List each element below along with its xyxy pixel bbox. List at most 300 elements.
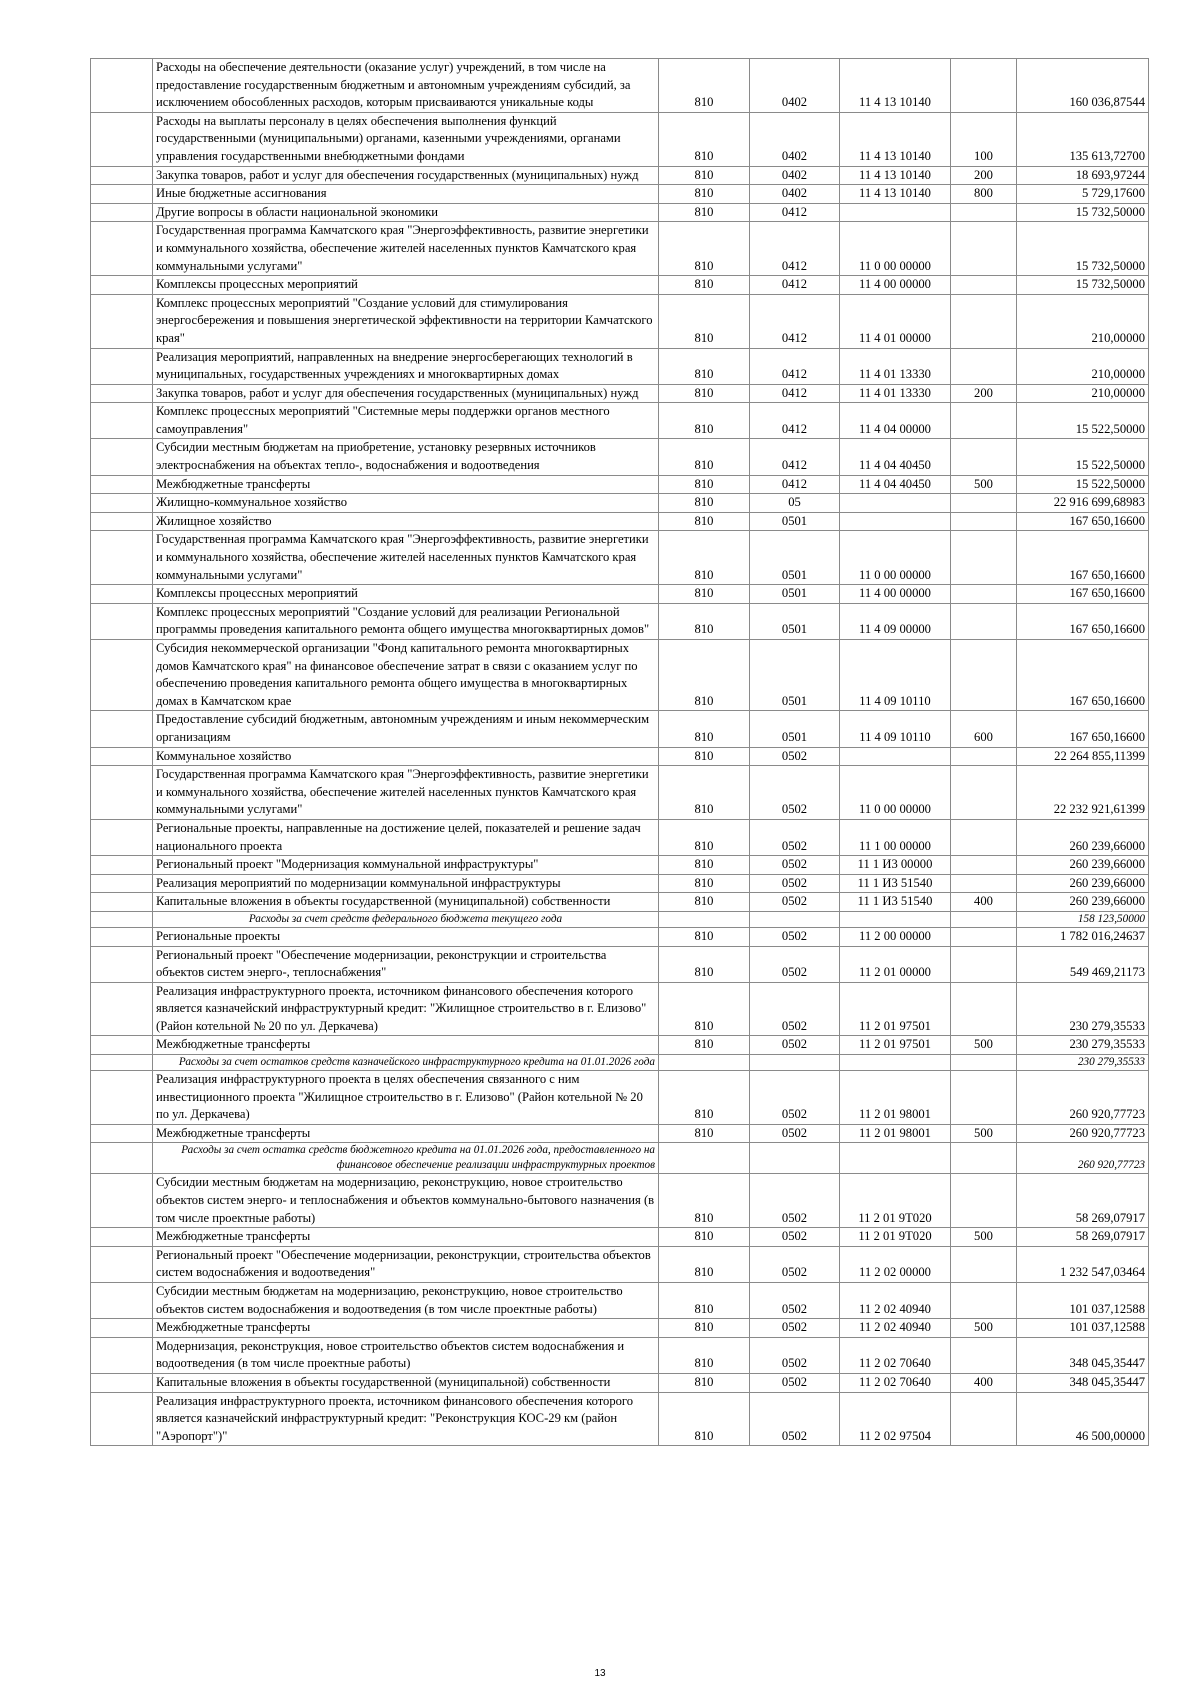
row-name: Модернизация, реконструкция, новое строительство объектов систем водоснабжения и водоотведения (в том числе проектные работы) (153, 1337, 659, 1373)
section-code: 0412 (750, 403, 840, 439)
ministry-code (659, 1143, 750, 1174)
ministry-code: 810 (659, 439, 750, 475)
table-row (91, 475, 1149, 494)
table-row (91, 766, 1149, 820)
row-name: Закупка товаров, работ и услуг для обеспечения государственных (муниципальных) нужд (153, 166, 659, 185)
row-name: Региональный проект "Обеспечение модернизации, реконструкции, строительства объектов систем водоснабжения и водоотведения" (153, 1246, 659, 1282)
ministry-code: 810 (659, 512, 750, 531)
section-code: 0502 (750, 1319, 840, 1338)
section-code: 0502 (750, 982, 840, 1036)
section-code: 0502 (750, 1373, 840, 1392)
table-row (91, 982, 1149, 1036)
expense-kind-code (951, 531, 1017, 585)
table-row (91, 874, 1149, 893)
amount: 58 269,07917 (1017, 1228, 1149, 1247)
row-margin-cell (91, 946, 153, 982)
section-code: 0502 (750, 1124, 840, 1143)
target-article-code: 11 0 00 00000 (840, 531, 951, 585)
amount: 15 522,50000 (1017, 475, 1149, 494)
target-article-code: 11 4 13 10140 (840, 112, 951, 166)
expense-kind-code (951, 1071, 1017, 1125)
table-row (91, 747, 1149, 766)
row-margin-cell (91, 1392, 153, 1446)
row-margin-cell (91, 1124, 153, 1143)
expense-kind-code: 200 (951, 166, 1017, 185)
amount: 58 269,07917 (1017, 1174, 1149, 1228)
row-margin-cell (91, 403, 153, 439)
expense-kind-code: 500 (951, 1228, 1017, 1247)
target-article-code: 11 2 01 9Т020 (840, 1174, 951, 1228)
section-code: 0502 (750, 1246, 840, 1282)
row-name: Расходы на выплаты персоналу в целях обеспечения выполнения функций государственными (муниципальными) органами, казенными учреждениями, органами управления государственными внебюджетными фондами (153, 112, 659, 166)
ministry-code: 810 (659, 1036, 750, 1055)
row-name: Комплексы процессных мероприятий (153, 276, 659, 295)
expense-kind-code: 200 (951, 384, 1017, 403)
page-number: 13 (594, 1668, 606, 1679)
table-row (91, 1174, 1149, 1228)
ministry-code: 810 (659, 856, 750, 875)
table-row (91, 1246, 1149, 1282)
note-row (91, 911, 1149, 927)
section-code: 0501 (750, 603, 840, 639)
target-article-code: 11 4 04 40450 (840, 439, 951, 475)
table-row (91, 1337, 1149, 1373)
amount: 18 693,97244 (1017, 166, 1149, 185)
expense-kind-code: 500 (951, 1036, 1017, 1055)
ministry-code: 810 (659, 276, 750, 295)
row-name: Субсидии местным бюджетам на модернизацию, реконструкцию, новое строительство объектов систем водоснабжения и водоотведения (в том числе проектные работы) (153, 1283, 659, 1319)
row-name: Расходы за счет остатков средств казначейского инфраструктурного кредита на 01.01.2026 года (153, 1055, 659, 1071)
amount: 348 045,35447 (1017, 1337, 1149, 1373)
table-row (91, 222, 1149, 276)
table-row (91, 512, 1149, 531)
expense-kind-code (951, 1392, 1017, 1446)
row-name: Другие вопросы в области национальной экономики (153, 203, 659, 222)
target-article-code: 11 2 02 00000 (840, 1246, 951, 1282)
target-article-code: 11 2 01 97501 (840, 982, 951, 1036)
expense-kind-code (951, 203, 1017, 222)
ministry-code: 810 (659, 1174, 750, 1228)
row-name: Расходы на обеспечение деятельности (оказание услуг) учреждений, в том числе на предоставление государственным бюджетным и автономным учреждениям субсидий, за исключением обособленных расходов, которым присваиваются уникальные коды (153, 59, 659, 113)
target-article-code: 11 4 01 13330 (840, 384, 951, 403)
expense-kind-code (951, 1174, 1017, 1228)
row-name: Расходы за счет средств федерального бюджета текущего года (153, 911, 659, 927)
row-name: Субсидия некоммерческой организации "Фонд капитального ремонта многоквартирных домов Камчатского края" на финансовое обеспечение затрат в связи с оказанием услуг по обеспечению проведения капитального ремонта общего имущества в многоквартирных домах в Камчатском крае (153, 640, 659, 711)
section-code: 0502 (750, 1283, 840, 1319)
row-margin-cell (91, 348, 153, 384)
table-row (91, 531, 1149, 585)
amount: 1 782 016,24637 (1017, 927, 1149, 946)
row-name: Межбюджетные трансферты (153, 1228, 659, 1247)
row-name: Иные бюджетные ассигнования (153, 185, 659, 204)
expense-kind-code (951, 819, 1017, 855)
amount: 210,00000 (1017, 348, 1149, 384)
amount: 158 123,50000 (1017, 911, 1149, 927)
expense-kind-code (951, 747, 1017, 766)
expense-kind-code (951, 640, 1017, 711)
ministry-code: 810 (659, 203, 750, 222)
table-row (91, 1228, 1149, 1247)
row-name: Капитальные вложения в объекты государственной (муниципальной) собственности (153, 893, 659, 912)
target-article-code: 11 4 04 00000 (840, 403, 951, 439)
row-margin-cell (91, 185, 153, 204)
ministry-code: 810 (659, 1228, 750, 1247)
target-article-code: 11 1 И3 51540 (840, 874, 951, 893)
amount: 15 732,50000 (1017, 203, 1149, 222)
amount: 15 522,50000 (1017, 403, 1149, 439)
row-margin-cell (91, 603, 153, 639)
expense-kind-code (951, 294, 1017, 348)
amount: 549 469,21173 (1017, 946, 1149, 982)
table-row (91, 294, 1149, 348)
ministry-code (659, 1055, 750, 1071)
ministry-code (659, 911, 750, 927)
target-article-code (840, 494, 951, 513)
row-margin-cell (91, 856, 153, 875)
amount: 167 650,16600 (1017, 531, 1149, 585)
row-name: Реализация мероприятий, направленных на внедрение энергосберегающих технологий в муниципальных, государственных учреждениях и многоквартирных домах (153, 348, 659, 384)
row-name: Региональные проекты, направленные на достижение целей, показателей и решение задач национального проекта (153, 819, 659, 855)
ministry-code: 810 (659, 59, 750, 113)
row-name: Реализация инфраструктурного проекта в целях обеспечения связанного с ним инвестиционного проекта "Жилищное строительство в г. Елизово" (Район котельной № 20 по ул. Деркачева) (153, 1071, 659, 1125)
row-name: Государственная программа Камчатского края "Энергоэффективность, развитие энергетики и коммунального хозяйства, обеспечение жителей населенных пунктов Камчатского края коммунальными услугами" (153, 766, 659, 820)
table-row (91, 1373, 1149, 1392)
ministry-code: 810 (659, 1246, 750, 1282)
ministry-code: 810 (659, 403, 750, 439)
amount: 210,00000 (1017, 384, 1149, 403)
table-row (91, 819, 1149, 855)
table-row (91, 439, 1149, 475)
ministry-code: 810 (659, 1071, 750, 1125)
row-name: Субсидии местным бюджетам на модернизацию, реконструкцию, новое строительство объектов систем энерго- и теплоснабжения и объектов коммунально-бытового назначения (в том числе проектные работы) (153, 1174, 659, 1228)
amount: 167 650,16600 (1017, 512, 1149, 531)
amount: 167 650,16600 (1017, 640, 1149, 711)
expense-kind-code (951, 585, 1017, 604)
row-name: Капитальные вложения в объекты государственной (муниципальной) собственности (153, 1373, 659, 1392)
table-row (91, 59, 1149, 113)
row-margin-cell (91, 585, 153, 604)
section-code: 0502 (750, 1036, 840, 1055)
row-name: Реализация инфраструктурного проекта, источником финансового обеспечения которого является казначейский инфраструктурный кредит: "Жилищное строительство в г. Елизово" (Район котельной № 20 по ул. Деркачева) (153, 982, 659, 1036)
section-code: 0501 (750, 640, 840, 711)
ministry-code: 810 (659, 927, 750, 946)
amount: 22 916 699,68983 (1017, 494, 1149, 513)
expense-kind-code (951, 439, 1017, 475)
row-margin-cell (91, 893, 153, 912)
ministry-code: 810 (659, 982, 750, 1036)
target-article-code: 11 2 01 98001 (840, 1124, 951, 1143)
target-article-code: 11 4 13 10140 (840, 166, 951, 185)
table-row (91, 276, 1149, 295)
expense-kind-code (951, 222, 1017, 276)
row-name: Комплекс процессных мероприятий "Системные меры поддержки органов местного самоуправления" (153, 403, 659, 439)
budget-table-body (91, 59, 1149, 1446)
ministry-code: 810 (659, 640, 750, 711)
section-code: 0502 (750, 1174, 840, 1228)
ministry-code: 810 (659, 1124, 750, 1143)
ministry-code: 810 (659, 1319, 750, 1338)
target-article-code (840, 1143, 951, 1174)
amount: 15 732,50000 (1017, 276, 1149, 295)
section-code (750, 1055, 840, 1071)
ministry-code: 810 (659, 1337, 750, 1373)
row-margin-cell (91, 982, 153, 1036)
section-code: 0402 (750, 59, 840, 113)
amount: 260 920,77723 (1017, 1124, 1149, 1143)
amount: 167 650,16600 (1017, 711, 1149, 747)
ministry-code: 810 (659, 603, 750, 639)
target-article-code: 11 2 01 00000 (840, 946, 951, 982)
section-code: 0402 (750, 166, 840, 185)
row-margin-cell (91, 1143, 153, 1174)
section-code: 0412 (750, 276, 840, 295)
amount: 160 036,87544 (1017, 59, 1149, 113)
table-row (91, 1319, 1149, 1338)
expense-kind-code (951, 1337, 1017, 1373)
row-name: Жилищное хозяйство (153, 512, 659, 531)
section-code: 0412 (750, 294, 840, 348)
expense-kind-code (951, 1055, 1017, 1071)
budget-sheet (90, 58, 1148, 1446)
ministry-code: 810 (659, 185, 750, 204)
section-code: 0402 (750, 112, 840, 166)
table-row (91, 856, 1149, 875)
row-name: Жилищно-коммунальное хозяйство (153, 494, 659, 513)
row-margin-cell (91, 711, 153, 747)
target-article-code (840, 203, 951, 222)
expense-kind-code (951, 494, 1017, 513)
expense-kind-code (951, 927, 1017, 946)
row-name: Государственная программа Камчатского края "Энергоэффективность, развитие энергетики и коммунального хозяйства, обеспечение жителей населенных пунктов Камчатского края коммунальными услугами" (153, 531, 659, 585)
amount: 46 500,00000 (1017, 1392, 1149, 1446)
table-row (91, 185, 1149, 204)
ministry-code: 810 (659, 819, 750, 855)
target-article-code: 11 4 04 40450 (840, 475, 951, 494)
section-code: 0412 (750, 384, 840, 403)
ministry-code: 810 (659, 766, 750, 820)
row-name: Межбюджетные трансферты (153, 1319, 659, 1338)
row-margin-cell (91, 439, 153, 475)
target-article-code: 11 2 01 98001 (840, 1071, 951, 1125)
row-name: Расходы за счет остатка средств бюджетного кредита на 01.01.2026 года, предоставленного на финансовое обеспечение реализации инфраструктурных проектов (153, 1143, 659, 1174)
expense-kind-code (951, 766, 1017, 820)
target-article-code: 11 4 00 00000 (840, 276, 951, 295)
row-margin-cell (91, 927, 153, 946)
table-row (91, 893, 1149, 912)
row-name: Субсидии местным бюджетам на приобретение, установку резервных источников электроснабжения на объектах тепло-, водоснабжения и водоотведения (153, 439, 659, 475)
table-row (91, 348, 1149, 384)
row-margin-cell (91, 203, 153, 222)
row-margin-cell (91, 1055, 153, 1071)
table-row (91, 403, 1149, 439)
row-name: Региональные проекты (153, 927, 659, 946)
target-article-code: 11 1 И3 00000 (840, 856, 951, 875)
ministry-code: 810 (659, 166, 750, 185)
row-margin-cell (91, 874, 153, 893)
row-margin-cell (91, 1071, 153, 1125)
section-code: 0502 (750, 1228, 840, 1247)
table-row (91, 711, 1149, 747)
ministry-code: 810 (659, 112, 750, 166)
section-code: 0501 (750, 512, 840, 531)
target-article-code: 11 2 02 70640 (840, 1373, 951, 1392)
amount: 101 037,12588 (1017, 1319, 1149, 1338)
row-name: Закупка товаров, работ и услуг для обеспечения государственных (муниципальных) нужд (153, 384, 659, 403)
expense-kind-code: 600 (951, 711, 1017, 747)
row-margin-cell (91, 384, 153, 403)
table-row (91, 384, 1149, 403)
expense-kind-code (951, 276, 1017, 295)
target-article-code (840, 911, 951, 927)
target-article-code: 11 4 01 13330 (840, 348, 951, 384)
target-article-code: 11 4 09 10110 (840, 711, 951, 747)
table-row (91, 1036, 1149, 1055)
table-row (91, 585, 1149, 604)
row-margin-cell (91, 59, 153, 113)
expense-kind-code (951, 1143, 1017, 1174)
amount: 5 729,17600 (1017, 185, 1149, 204)
row-name: Предоставление субсидий бюджетным, автономным учреждениям и иным некоммерческим организациям (153, 711, 659, 747)
row-margin-cell (91, 1283, 153, 1319)
section-code: 0502 (750, 874, 840, 893)
row-name: Межбюджетные трансферты (153, 1124, 659, 1143)
row-margin-cell (91, 222, 153, 276)
row-margin-cell (91, 1228, 153, 1247)
target-article-code: 11 4 09 10110 (840, 640, 951, 711)
amount: 260 239,66000 (1017, 819, 1149, 855)
target-article-code: 11 0 00 00000 (840, 766, 951, 820)
section-code: 0402 (750, 185, 840, 204)
row-name: Региональный проект "Обеспечение модернизации, реконструкции и строительства объектов систем энерго-, теплоснабжения" (153, 946, 659, 982)
row-name: Государственная программа Камчатского края "Энергоэффективность, развитие энергетики и коммунального хозяйства, обеспечение жителей населенных пунктов Камчатского края коммунальными услугами" (153, 222, 659, 276)
row-name: Реализация мероприятий по модернизации коммунальной инфраструктуры (153, 874, 659, 893)
target-article-code: 11 2 02 40940 (840, 1283, 951, 1319)
row-name: Комплексы процессных мероприятий (153, 585, 659, 604)
expense-kind-code (951, 403, 1017, 439)
row-margin-cell (91, 494, 153, 513)
row-margin-cell (91, 1246, 153, 1282)
expense-kind-code: 500 (951, 1319, 1017, 1338)
section-code: 05 (750, 494, 840, 513)
expense-kind-code (951, 874, 1017, 893)
expense-kind-code: 400 (951, 1373, 1017, 1392)
table-row (91, 1283, 1149, 1319)
expense-kind-code: 500 (951, 475, 1017, 494)
row-name: Комплекс процессных мероприятий "Создание условий для реализации Региональной программы проведения капитального ремонта общего имущества многоквартирных домов" (153, 603, 659, 639)
ministry-code: 810 (659, 494, 750, 513)
row-margin-cell (91, 766, 153, 820)
target-article-code (840, 512, 951, 531)
row-margin-cell (91, 512, 153, 531)
target-article-code (840, 1055, 951, 1071)
amount: 210,00000 (1017, 294, 1149, 348)
budget-table (90, 58, 1149, 1446)
row-margin-cell (91, 1373, 153, 1392)
amount: 230 279,35533 (1017, 982, 1149, 1036)
amount: 22 232 921,61399 (1017, 766, 1149, 820)
note-row (91, 1143, 1149, 1174)
row-margin-cell (91, 1337, 153, 1373)
expense-kind-code (951, 982, 1017, 1036)
amount: 348 045,35447 (1017, 1373, 1149, 1392)
target-article-code (840, 747, 951, 766)
row-margin-cell (91, 1319, 153, 1338)
section-code: 0502 (750, 1392, 840, 1446)
target-article-code: 11 4 01 00000 (840, 294, 951, 348)
target-article-code: 11 4 13 10140 (840, 185, 951, 204)
amount: 260 239,66000 (1017, 856, 1149, 875)
ministry-code: 810 (659, 1373, 750, 1392)
section-code: 0501 (750, 531, 840, 585)
target-article-code: 11 2 02 40940 (840, 1319, 951, 1338)
target-article-code: 11 2 02 70640 (840, 1337, 951, 1373)
section-code: 0502 (750, 766, 840, 820)
expense-kind-code (951, 856, 1017, 875)
section-code: 0412 (750, 203, 840, 222)
target-article-code: 11 2 00 00000 (840, 927, 951, 946)
target-article-code: 11 2 01 9Т020 (840, 1228, 951, 1247)
section-code: 0502 (750, 819, 840, 855)
ministry-code: 810 (659, 893, 750, 912)
amount: 135 613,72700 (1017, 112, 1149, 166)
amount: 260 920,77723 (1017, 1071, 1149, 1125)
section-code: 0412 (750, 475, 840, 494)
expense-kind-code (951, 911, 1017, 927)
expense-kind-code (951, 946, 1017, 982)
row-margin-cell (91, 294, 153, 348)
row-margin-cell (91, 747, 153, 766)
expense-kind-code: 400 (951, 893, 1017, 912)
expense-kind-code (951, 512, 1017, 531)
table-row (91, 1124, 1149, 1143)
amount: 15 732,50000 (1017, 222, 1149, 276)
section-code (750, 911, 840, 927)
section-code: 0502 (750, 1337, 840, 1373)
expense-kind-code (951, 1246, 1017, 1282)
ministry-code: 810 (659, 348, 750, 384)
section-code: 0412 (750, 348, 840, 384)
amount: 101 037,12588 (1017, 1283, 1149, 1319)
row-margin-cell (91, 166, 153, 185)
section-code: 0502 (750, 856, 840, 875)
table-row (91, 112, 1149, 166)
ministry-code: 810 (659, 747, 750, 766)
row-margin-cell (91, 1036, 153, 1055)
row-name: Межбюджетные трансферты (153, 475, 659, 494)
ministry-code: 810 (659, 531, 750, 585)
expense-kind-code (951, 59, 1017, 113)
target-article-code: 11 4 13 10140 (840, 59, 951, 113)
amount: 15 522,50000 (1017, 439, 1149, 475)
target-article-code: 11 4 09 00000 (840, 603, 951, 639)
section-code: 0501 (750, 585, 840, 604)
table-row (91, 640, 1149, 711)
amount: 22 264 855,11399 (1017, 747, 1149, 766)
row-name: Комплекс процессных мероприятий "Создание условий для стимулирования энергосбережения и повышения энергетической эффективности на территории Камчатского края" (153, 294, 659, 348)
table-row (91, 203, 1149, 222)
target-article-code: 11 0 00 00000 (840, 222, 951, 276)
section-code: 0502 (750, 1071, 840, 1125)
ministry-code: 810 (659, 475, 750, 494)
amount: 167 650,16600 (1017, 603, 1149, 639)
table-row (91, 603, 1149, 639)
target-article-code: 11 1 И3 51540 (840, 893, 951, 912)
table-row (91, 946, 1149, 982)
row-margin-cell (91, 911, 153, 927)
section-code: 0501 (750, 711, 840, 747)
ministry-code: 810 (659, 711, 750, 747)
row-name: Реализация инфраструктурного проекта, источником финансового обеспечения которого является казначейский инфраструктурный кредит: "Реконструкция КОС-29 км (район "Аэропорт")" (153, 1392, 659, 1446)
